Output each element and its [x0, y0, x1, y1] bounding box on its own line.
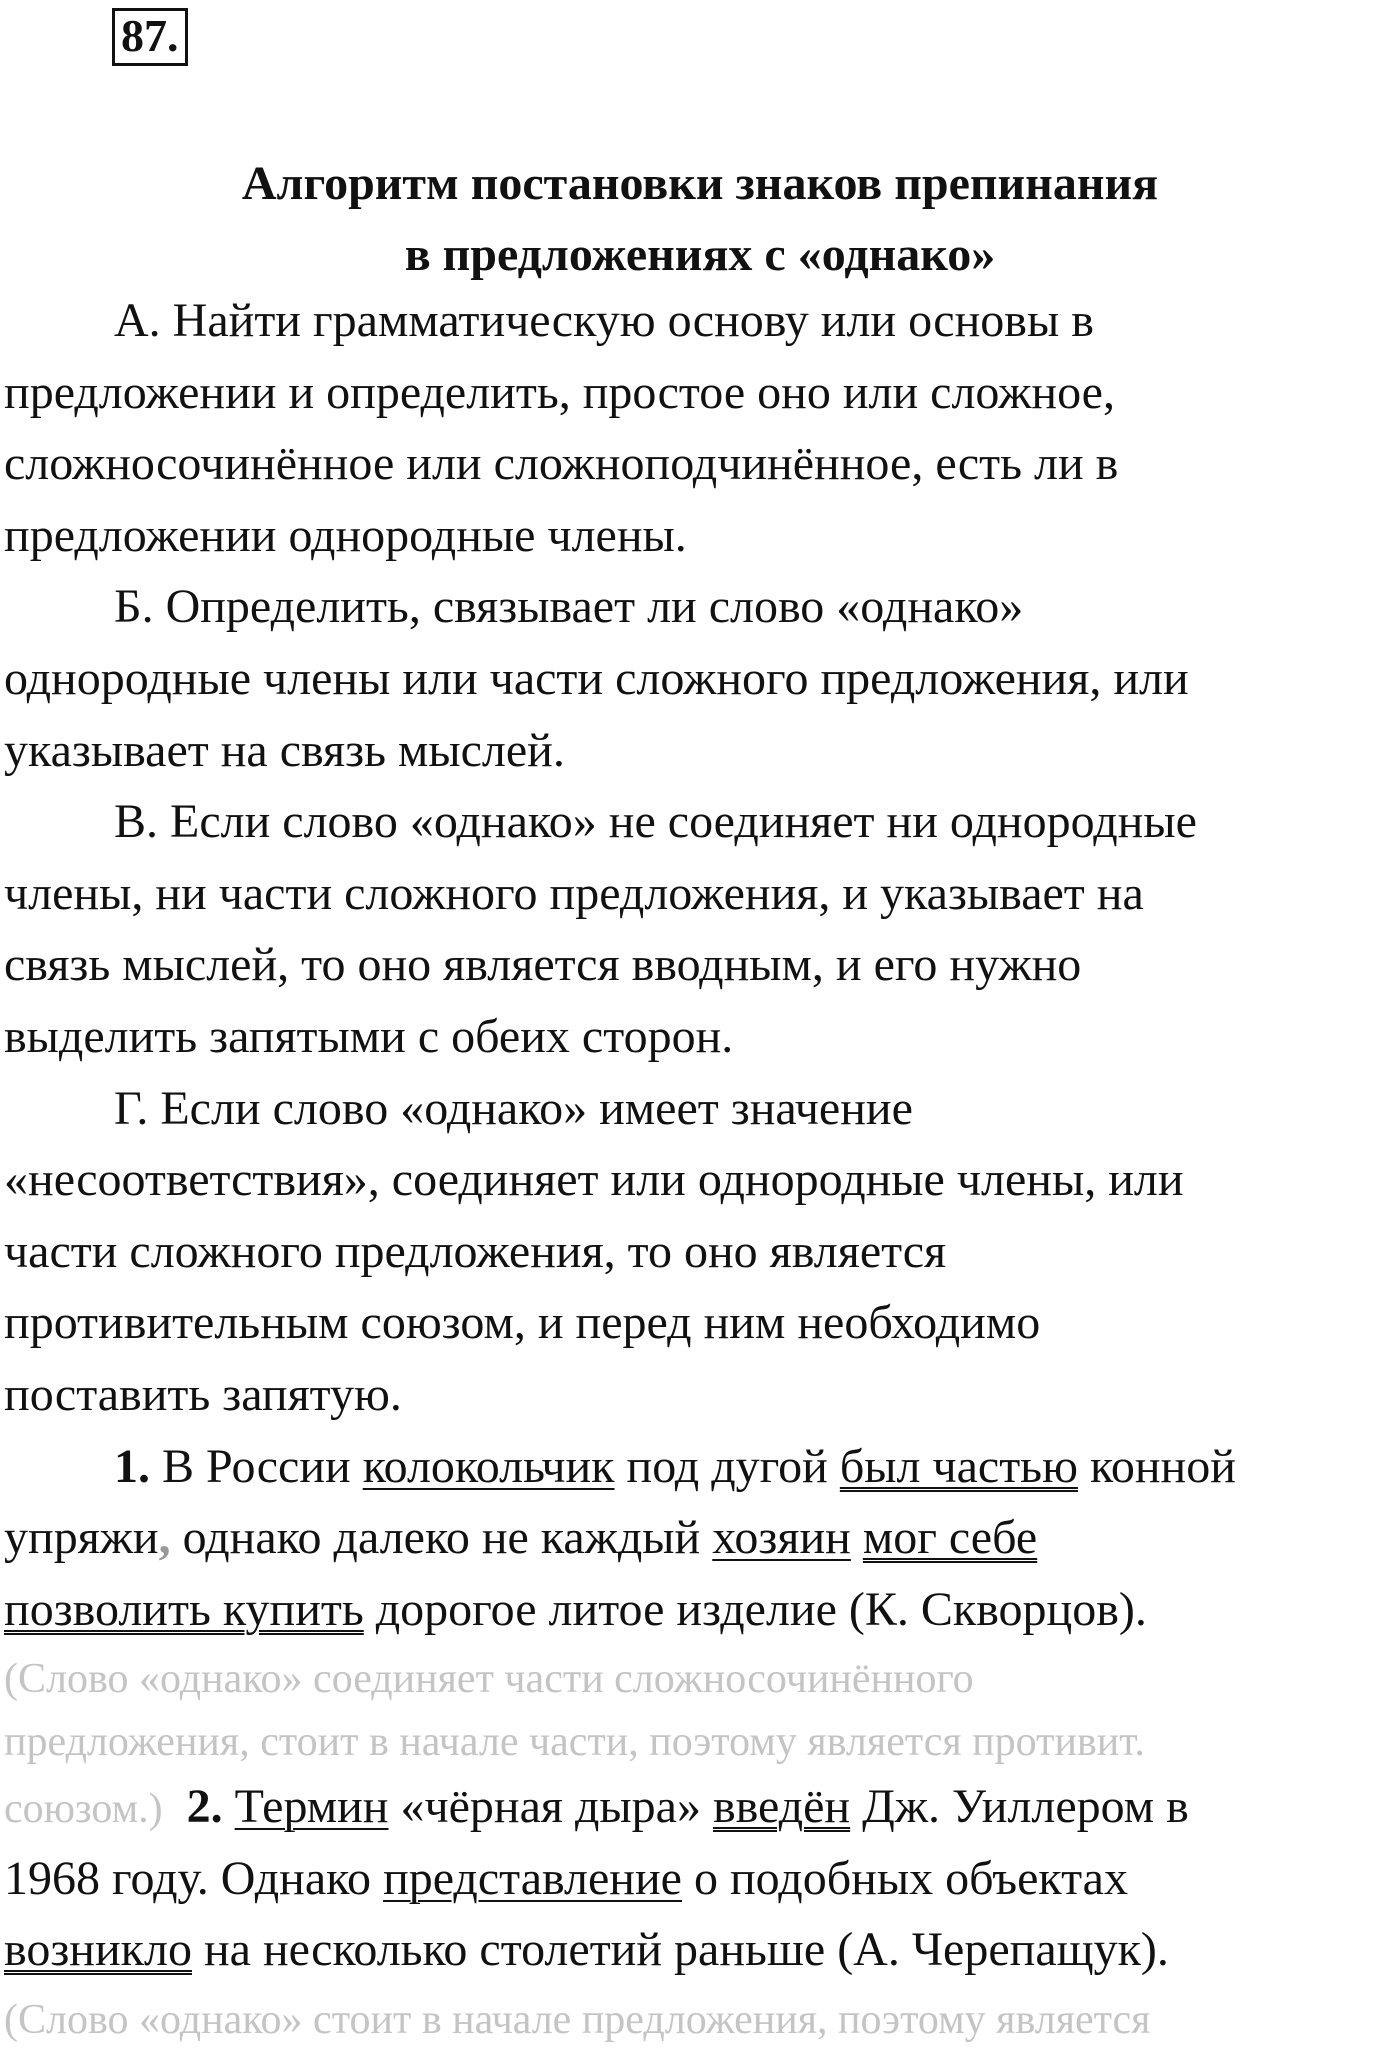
subject-underlined: хозяин	[712, 1511, 851, 1565]
paragraph-b-line: указывает на связь мыслей.	[4, 723, 565, 777]
paragraph-v-line: связь мыслей, то оно является вводным, и его нужно	[4, 938, 1082, 992]
exercise-number-box: 87.	[112, 8, 188, 66]
predicate-underlined: введён	[712, 1780, 851, 1834]
example-2-note-line	[4, 1986, 1400, 2049]
text-span: на несколько столетий раньше (А. Черепащук).	[191, 1923, 1169, 1977]
example-1-note-line	[4, 1708, 1400, 1771]
paragraph-b-line: Б. Определить, связывает ли слово «однако»	[114, 580, 1024, 634]
text-span: однако далеко не каждый	[170, 1511, 713, 1565]
paragraph-g-line: поставить запятую.	[4, 1367, 402, 1421]
paragraph-v-line: выделить запятыми с обеих сторон.	[4, 1009, 734, 1063]
predicate-underlined: мог себе	[862, 1511, 1038, 1565]
example-1-line-1	[4, 1431, 1400, 1503]
example-1-line-2	[4, 1502, 1400, 1574]
text-span: «чёрная дыра»	[388, 1780, 713, 1834]
gray-note: союзом.)	[4, 1786, 163, 1833]
paragraph-a-line: предложении однородные члены.	[4, 508, 687, 562]
example-2-line-2	[4, 1843, 1400, 1915]
predicate-underlined: возникло	[4, 1923, 192, 1977]
text-span: дорогое литое изделие (К. Скворцов).	[363, 1582, 1147, 1636]
paragraph-a-line: А. Найти грамматическую основу или основы в	[114, 294, 1094, 347]
paragraph-v-line: В. Если слово «однако» не соединяет ни однородные	[114, 795, 1197, 849]
text-span: под дугой	[614, 1439, 840, 1493]
paragraph-b-line: однородные члены или части сложного предложения, или	[4, 651, 1189, 705]
text-span: Дж. Уиллером в	[850, 1780, 1189, 1834]
predicate-underlined: был частью	[839, 1439, 1078, 1493]
inserted-comma: ,	[158, 1511, 171, 1565]
gray-note: предложения, стоит в начале части, поэтому является противит.	[4, 1719, 1145, 1766]
gray-note: (Слово «однако» стоит в начале предложения, поэтому является	[4, 1997, 1151, 2044]
example-1-note-line	[4, 1645, 1400, 1708]
text-span	[851, 1511, 863, 1564]
example-1-number: 1.	[114, 1439, 150, 1493]
example-2-number: 2.	[186, 1780, 223, 1834]
example-2-line-3	[4, 1914, 1400, 1986]
paragraph-g-line: части сложного предложения, то оно является	[4, 1224, 947, 1278]
gray-note: (Слово «однако» соединяет части сложносочинённого	[4, 1656, 974, 1703]
algorithm-title	[0, 148, 1400, 290]
subject-underlined: Термин	[234, 1780, 389, 1834]
paragraph-a-line: предложении и определить, простое оно или сложное,	[4, 365, 1115, 419]
predicate-underlined: позволить купить	[4, 1582, 364, 1636]
exercise-number	[112, 8, 188, 66]
title-line-2: в предложениях с «однако»	[404, 228, 996, 281]
paragraph-g-line: «несоответствия», соединяет или однородные члены, или	[4, 1153, 1184, 1207]
paragraph-g-line: Г. Если слово «однако» имеет значение	[114, 1081, 913, 1135]
text-span: о подобных объектах	[681, 1851, 1128, 1905]
text-span: упряжи	[4, 1511, 159, 1565]
example-2-line-1	[4, 1771, 1400, 1843]
paragraph-a-line: сложносочинённое или сложноподчинённое, есть ли в	[4, 437, 1119, 491]
subject-underlined: колокольчик	[362, 1439, 615, 1493]
algorithm-body	[4, 285, 1400, 2049]
example-1-line-3	[4, 1574, 1400, 1646]
text-span: В России	[150, 1439, 363, 1493]
title-line-1: Алгоритм постановки знаков препинания	[241, 157, 1159, 210]
paragraph-g-line: противительным союзом, и перед ним необходимо	[4, 1296, 1041, 1350]
text-span: конной	[1077, 1439, 1236, 1493]
subject-underlined: представление	[383, 1851, 682, 1905]
text-span: 1968 году. Однако	[4, 1851, 384, 1905]
paragraph-v-line: члены, ни части сложного предложения, и указывает на	[4, 866, 1144, 920]
